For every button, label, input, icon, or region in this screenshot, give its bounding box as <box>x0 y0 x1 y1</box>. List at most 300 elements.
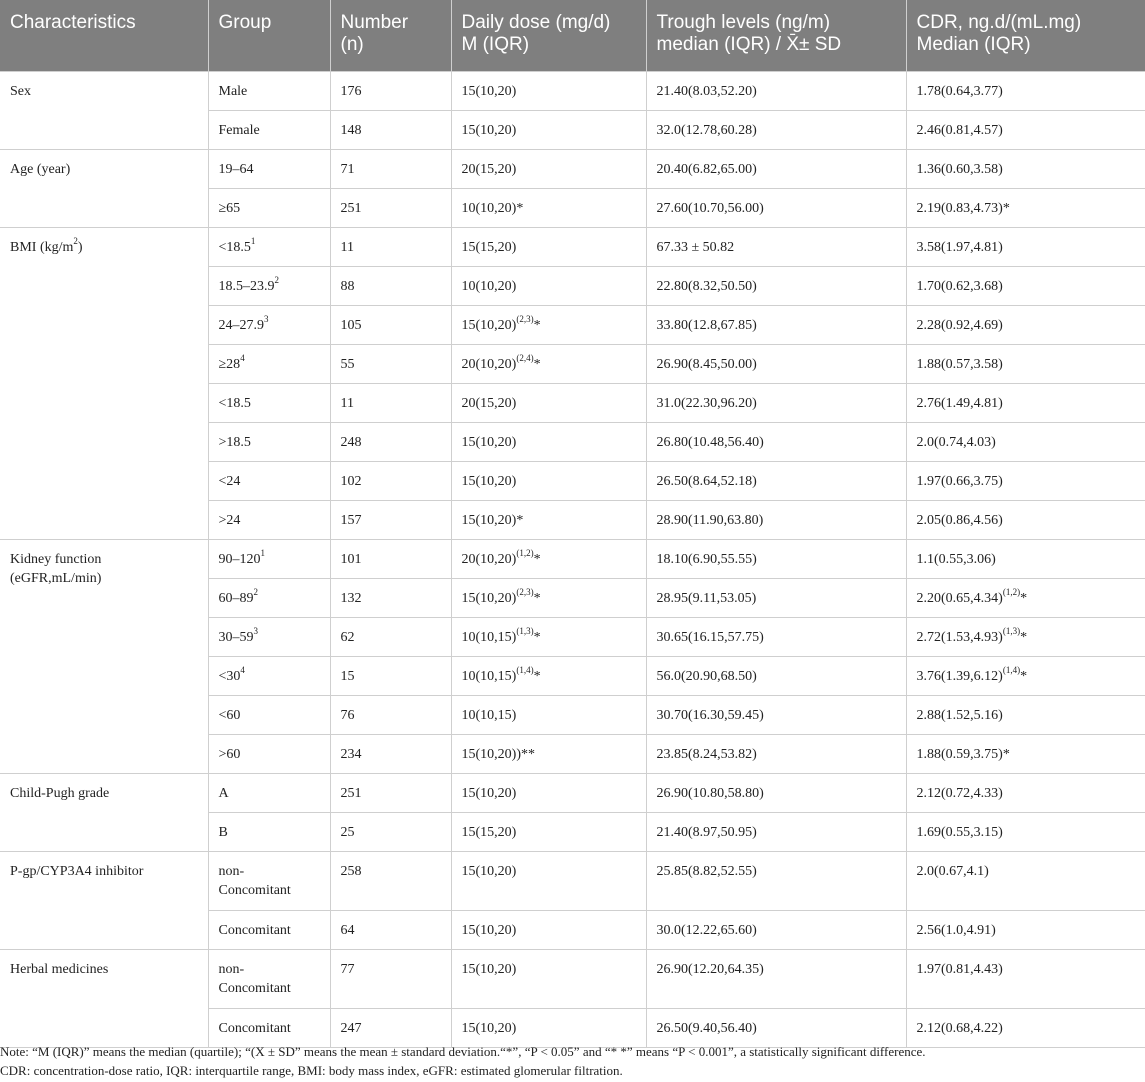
daily-dose-value: 20(10,20) <box>461 356 517 372</box>
trough-level-value: 30.0(12.22,65.60) <box>656 922 757 938</box>
group-superscript: 3 <box>264 313 269 324</box>
table-row <box>0 227 1145 266</box>
group-label: <60 <box>218 707 241 723</box>
group-label: Concomitant <box>218 922 291 938</box>
group-superscript: 4 <box>240 664 245 675</box>
characteristic-cell <box>0 949 208 1047</box>
number-value: 105 <box>340 317 362 333</box>
number-value: 157 <box>340 512 362 528</box>
daily-dose-value: 20(10,20) <box>461 551 517 567</box>
number-value: 11 <box>340 239 354 255</box>
number-cell <box>330 851 451 910</box>
trough-level-cell <box>646 188 906 227</box>
daily-dose-cell <box>451 71 646 110</box>
trough-level-cell <box>646 851 906 910</box>
number-value: 55 <box>340 356 355 372</box>
trough-level-cell <box>646 266 906 305</box>
daily-dose-cell <box>451 617 646 656</box>
trough-level-value: 26.50(9.40,56.40) <box>656 1020 757 1036</box>
cdr-cell <box>906 422 1145 461</box>
daily-dose-cell <box>451 305 646 344</box>
group-cell <box>208 773 330 812</box>
group-label: non- <box>218 863 245 879</box>
note-line-2: CDR: concentration-dose ratio, IQR: interquartile range, BMI: body mass index, eGFR: estimated glomerular filtration. <box>0 1063 623 1078</box>
note-line-1: Note: “M (IQR)” means the median (quartile); “(X ± SD” means the mean ± standard deviation.“*”, “P < 0.05” and “* *” means “P < 0.001”, a statistically significant difference. <box>0 1044 926 1059</box>
cdr-value: 2.20(0.65,4.34) <box>916 590 1003 606</box>
number-value: 176 <box>340 83 362 99</box>
group-cell <box>208 71 330 110</box>
col-number-header <box>330 0 451 71</box>
daily-dose-value: 10(10,20) <box>461 200 517 216</box>
cdr-cell <box>906 617 1145 656</box>
group-label: <18.5 <box>218 239 251 255</box>
cdr-value: 2.76(1.49,4.81) <box>916 395 1003 411</box>
col-cdr-header <box>906 0 1145 71</box>
number-value: 71 <box>340 161 355 177</box>
number-cell <box>330 578 451 617</box>
cdr-comparison-superscript: (1,3) <box>1002 625 1021 636</box>
cdr-cell <box>906 578 1145 617</box>
group-label: ≥28 <box>218 356 241 372</box>
number-cell <box>330 227 451 266</box>
number-cell <box>330 422 451 461</box>
group-superscript: 2 <box>274 274 279 285</box>
trough-level-value: 22.80(8.32,50.50) <box>656 278 757 294</box>
group-cell <box>208 578 330 617</box>
header-line: Group <box>218 12 272 33</box>
number-cell <box>330 461 451 500</box>
number-value: 251 <box>340 200 362 216</box>
daily-dose-cell <box>451 500 646 539</box>
daily-dose-cell <box>451 149 646 188</box>
table-row <box>0 851 1145 910</box>
number-value: 64 <box>340 922 355 938</box>
group-cell <box>208 344 330 383</box>
daily-dose-value: 15(10,20)) <box>461 746 521 762</box>
group-label: 24–27.9 <box>218 317 264 333</box>
group-label: 60–89 <box>218 590 254 606</box>
characteristic-label-end: ) <box>77 239 83 255</box>
group-superscript: 4 <box>240 352 245 363</box>
group-label: non- <box>218 961 245 977</box>
number-cell <box>330 149 451 188</box>
cdr-value: 2.05(0.86,4.56) <box>916 512 1003 528</box>
group-label: B <box>218 824 228 840</box>
group-cell <box>208 656 330 695</box>
cdr-cell <box>906 461 1145 500</box>
table-row <box>0 949 1145 1008</box>
group-cell <box>208 539 330 578</box>
group-label: ≥65 <box>218 200 241 216</box>
header-line: Median (IQR) <box>916 34 1031 55</box>
cdr-significance-mark: * <box>1002 746 1010 762</box>
table-note <box>0 1042 1140 1080</box>
trough-level-cell <box>646 695 906 734</box>
header-line: CDR, ng.d/(mL.mg) <box>916 12 1082 33</box>
header-line: (n) <box>340 34 364 55</box>
trough-level-cell <box>646 71 906 110</box>
dose-significance-mark: * <box>533 590 541 606</box>
cdr-significance-mark: * <box>1002 200 1010 216</box>
number-cell <box>330 773 451 812</box>
table-row <box>0 149 1145 188</box>
number-cell <box>330 656 451 695</box>
dose-significance-mark: ** <box>521 746 535 762</box>
trough-level-cell <box>646 149 906 188</box>
daily-dose-value: 15(10,20) <box>461 1020 517 1036</box>
cdr-value: 2.46(0.81,4.57) <box>916 122 1003 138</box>
characteristic-label: Age (year) <box>10 161 71 177</box>
number-cell <box>330 500 451 539</box>
trough-level-value: 26.90(10.80,58.80) <box>656 785 764 801</box>
characteristic-label: Herbal medicines <box>10 961 109 977</box>
characteristic-cell <box>0 773 208 851</box>
unit-superscript: 2 <box>73 235 78 246</box>
characteristic-cell <box>0 227 208 539</box>
number-cell <box>330 949 451 1008</box>
daily-dose-cell <box>451 422 646 461</box>
table-row <box>0 71 1145 110</box>
trough-level-value: 18.10(6.90,55.55) <box>656 551 757 567</box>
cdr-value: 2.72(1.53,4.93) <box>916 629 1003 645</box>
table-row <box>0 539 1145 578</box>
dose-significance-mark: * <box>533 629 541 645</box>
daily-dose-cell <box>451 812 646 851</box>
daily-dose-value: 15(10,20) <box>461 785 517 801</box>
daily-dose-cell <box>451 695 646 734</box>
group-label: Concomitant <box>218 1020 291 1036</box>
daily-dose-cell <box>451 851 646 910</box>
cdr-value: 1.70(0.62,3.68) <box>916 278 1003 294</box>
characteristic-label: Sex <box>10 83 31 99</box>
header-line: median (IQR) / X̄± SD <box>656 34 842 55</box>
trough-level-value: 28.90(11.90,63.80) <box>656 512 764 528</box>
number-cell <box>330 71 451 110</box>
col-trough-levels-header <box>646 0 906 71</box>
trough-level-value: 26.80(10.48,56.40) <box>656 434 764 450</box>
daily-dose-value: 10(10,15) <box>461 707 517 723</box>
number-value: 11 <box>340 395 354 411</box>
header-line: M (IQR) <box>461 34 530 55</box>
group-cell <box>208 734 330 773</box>
trough-level-value: 21.40(8.97,50.95) <box>656 824 757 840</box>
trough-level-cell <box>646 461 906 500</box>
trough-level-cell <box>646 949 906 1008</box>
cdr-value: 1.78(0.64,3.77) <box>916 83 1003 99</box>
trough-level-value: 26.50(8.64,52.18) <box>656 473 757 489</box>
daily-dose-value: 15(10,20) <box>461 961 517 977</box>
daily-dose-value: 10(10,15) <box>461 629 517 645</box>
cdr-comparison-superscript: (1,4) <box>1002 664 1021 675</box>
cdr-cell <box>906 344 1145 383</box>
trough-level-cell <box>646 812 906 851</box>
trough-level-value: 26.90(12.20,64.35) <box>656 961 764 977</box>
daily-dose-cell <box>451 227 646 266</box>
dose-significance-mark: * <box>533 356 541 372</box>
number-cell <box>330 344 451 383</box>
cdr-cell <box>906 539 1145 578</box>
cdr-value: 1.1(0.55,3.06) <box>916 551 996 567</box>
cdr-cell <box>906 656 1145 695</box>
group-cell <box>208 500 330 539</box>
cdr-value: 1.69(0.55,3.15) <box>916 824 1003 840</box>
group-superscript: 3 <box>253 625 258 636</box>
trough-level-value: 23.85(8.24,53.82) <box>656 746 757 762</box>
cdr-cell <box>906 110 1145 149</box>
group-cell <box>208 227 330 266</box>
number-value: 248 <box>340 434 362 450</box>
dose-significance-mark: * <box>533 317 541 333</box>
trough-level-cell <box>646 500 906 539</box>
cdr-cell <box>906 851 1145 910</box>
cdr-cell <box>906 149 1145 188</box>
daily-dose-cell <box>451 110 646 149</box>
characteristic-cell <box>0 71 208 149</box>
daily-dose-cell <box>451 188 646 227</box>
daily-dose-value: 15(10,20) <box>461 434 517 450</box>
trough-level-cell <box>646 910 906 949</box>
header-line: Trough levels (ng/m) <box>656 12 831 33</box>
group-superscript: 2 <box>253 586 258 597</box>
trough-level-value: 26.90(8.45,50.00) <box>656 356 757 372</box>
table-row <box>0 773 1145 812</box>
number-cell <box>330 266 451 305</box>
number-value: 101 <box>340 551 362 567</box>
characteristic-sublabel: (eGFR,mL/min) <box>10 570 102 586</box>
group-label: >18.5 <box>218 434 251 450</box>
group-cell <box>208 149 330 188</box>
cdr-cell <box>906 71 1145 110</box>
header-row <box>0 0 1145 71</box>
daily-dose-cell <box>451 461 646 500</box>
trough-level-cell <box>646 227 906 266</box>
cdr-value: 2.12(0.68,4.22) <box>916 1020 1003 1036</box>
number-cell <box>330 695 451 734</box>
daily-dose-cell <box>451 949 646 1008</box>
daily-dose-value: 15(15,20) <box>461 239 517 255</box>
cdr-value: 2.12(0.72,4.33) <box>916 785 1003 801</box>
group-cell <box>208 617 330 656</box>
daily-dose-cell <box>451 656 646 695</box>
cdr-value: 3.58(1.97,4.81) <box>916 239 1003 255</box>
number-cell <box>330 305 451 344</box>
number-value: 15 <box>340 668 355 684</box>
trough-level-value: 27.60(10.70,56.00) <box>656 200 764 216</box>
trough-level-value: 31.0(22.30,96.20) <box>656 395 757 411</box>
trough-level-value: 56.0(20.90,68.50) <box>656 668 757 684</box>
daily-dose-value: 15(15,20) <box>461 824 517 840</box>
dose-significance-mark: * <box>533 551 541 567</box>
header-line: Daily dose (mg/d) <box>461 12 611 33</box>
number-value: 247 <box>340 1020 362 1036</box>
daily-dose-cell <box>451 578 646 617</box>
group-cell <box>208 949 330 1008</box>
trough-level-value: 30.65(16.15,57.75) <box>656 629 764 645</box>
number-cell <box>330 110 451 149</box>
number-value: 76 <box>340 707 355 723</box>
group-cell <box>208 383 330 422</box>
number-value: 88 <box>340 278 355 294</box>
daily-dose-value: 15(10,20) <box>461 863 517 879</box>
daily-dose-value: 15(10,20) <box>461 512 517 528</box>
group-label: 18.5–23.9 <box>218 278 275 294</box>
cdr-value: 1.97(0.66,3.75) <box>916 473 1003 489</box>
daily-dose-value: 15(10,20) <box>461 922 517 938</box>
characteristic-label: Child-Pugh grade <box>10 785 110 801</box>
cdr-cell <box>906 695 1145 734</box>
group-label-line2: Concomitant <box>218 980 291 996</box>
group-label: <24 <box>218 473 241 489</box>
daily-dose-cell <box>451 266 646 305</box>
trough-level-cell <box>646 344 906 383</box>
header-line: Characteristics <box>10 12 136 33</box>
cdr-value: 2.0(0.74,4.03) <box>916 434 996 450</box>
group-cell <box>208 910 330 949</box>
daily-dose-value: 10(10,15) <box>461 668 517 684</box>
group-label: 30–59 <box>218 629 254 645</box>
trough-level-value: 25.85(8.82,52.55) <box>656 863 757 879</box>
number-cell <box>330 910 451 949</box>
cdr-value: 1.88(0.59,3.75) <box>916 746 1003 762</box>
trough-level-cell <box>646 617 906 656</box>
number-value: 132 <box>340 590 362 606</box>
number-value: 258 <box>340 863 362 879</box>
col-group-header <box>208 0 330 71</box>
trough-level-value: 20.40(6.82,65.00) <box>656 161 757 177</box>
number-cell <box>330 734 451 773</box>
cdr-value: 2.56(1.0,4.91) <box>916 922 996 938</box>
group-cell <box>208 305 330 344</box>
trough-level-value: 28.95(9.11,53.05) <box>656 590 757 606</box>
group-label: 19–64 <box>218 161 254 177</box>
dose-comparison-superscript: (2,3) <box>516 313 534 324</box>
trough-level-value: 67.33 ± 50.82 <box>656 239 735 255</box>
dose-comparison-superscript: (1,3) <box>516 625 534 636</box>
trough-level-cell <box>646 305 906 344</box>
cdr-value: 2.88(1.52,5.16) <box>916 707 1003 723</box>
characteristic-label: BMI (kg/m <box>10 239 74 255</box>
group-label: 90–120 <box>218 551 261 567</box>
trough-level-value: 30.70(16.30,59.45) <box>656 707 764 723</box>
cdr-comparison-superscript: (1,2) <box>1002 586 1021 597</box>
trough-level-cell <box>646 422 906 461</box>
number-cell <box>330 812 451 851</box>
cdr-value: 2.0(0.67,4.1) <box>916 863 989 879</box>
trough-level-cell <box>646 383 906 422</box>
cdr-significance-mark: * <box>1020 668 1028 684</box>
daily-dose-cell <box>451 910 646 949</box>
group-label: >24 <box>218 512 241 528</box>
group-superscript: 1 <box>250 235 256 246</box>
daily-dose-cell <box>451 539 646 578</box>
daily-dose-cell <box>451 344 646 383</box>
group-cell <box>208 695 330 734</box>
daily-dose-cell <box>451 773 646 812</box>
cdr-cell <box>906 500 1145 539</box>
daily-dose-value: 10(10,20) <box>461 278 517 294</box>
cdr-cell <box>906 188 1145 227</box>
group-cell <box>208 812 330 851</box>
group-label: <30 <box>218 668 241 684</box>
cdr-cell <box>906 305 1145 344</box>
cdr-value: 1.88(0.57,3.58) <box>916 356 1003 372</box>
col-characteristics-header <box>0 0 208 71</box>
number-value: 251 <box>340 785 362 801</box>
cdr-cell <box>906 383 1145 422</box>
dose-comparison-superscript: (2,4) <box>516 352 534 363</box>
daily-dose-value: 15(10,20) <box>461 590 517 606</box>
daily-dose-value: 15(10,20) <box>461 473 517 489</box>
group-cell <box>208 422 330 461</box>
number-value: 234 <box>340 746 362 762</box>
group-cell <box>208 266 330 305</box>
number-value: 102 <box>340 473 362 489</box>
col-daily-dose-header <box>451 0 646 71</box>
daily-dose-cell <box>451 383 646 422</box>
cdr-value: 2.19(0.83,4.73) <box>916 200 1003 216</box>
group-superscript: 1 <box>260 547 265 558</box>
trough-level-value: 21.40(8.03,52.20) <box>656 83 757 99</box>
daily-dose-value: 15(10,20) <box>461 317 517 333</box>
cdr-value: 1.97(0.81,4.43) <box>916 961 1003 977</box>
daily-dose-value: 15(10,20) <box>461 83 517 99</box>
group-label: >60 <box>218 746 241 762</box>
number-cell <box>330 188 451 227</box>
dose-significance-mark: * <box>533 668 541 684</box>
cdr-cell <box>906 910 1145 949</box>
cdr-cell <box>906 812 1145 851</box>
dose-significance-mark: * <box>516 512 524 528</box>
dose-comparison-superscript: (2,3) <box>516 586 534 597</box>
group-label-line2: Concomitant <box>218 882 291 898</box>
number-value: 148 <box>340 122 362 138</box>
cdr-cell <box>906 734 1145 773</box>
characteristic-cell <box>0 149 208 227</box>
group-label: <18.5 <box>218 395 251 411</box>
dose-significance-mark: * <box>516 200 524 216</box>
table-body <box>0 71 1145 1047</box>
number-value: 62 <box>340 629 355 645</box>
cdr-cell <box>906 773 1145 812</box>
cdr-cell <box>906 949 1145 1008</box>
trough-level-cell <box>646 110 906 149</box>
daily-dose-value: 20(15,20) <box>461 395 517 411</box>
group-cell <box>208 851 330 910</box>
cdr-value: 1.36(0.60,3.58) <box>916 161 1003 177</box>
characteristic-cell <box>0 851 208 949</box>
header-line: Number <box>340 12 409 33</box>
cdr-value: 3.76(1.39,6.12) <box>916 668 1003 684</box>
daily-dose-value: 20(15,20) <box>461 161 517 177</box>
group-cell <box>208 110 330 149</box>
number-cell <box>330 383 451 422</box>
number-cell <box>330 617 451 656</box>
cdr-significance-mark: * <box>1020 590 1028 606</box>
number-cell <box>330 539 451 578</box>
daily-dose-value: 15(10,20) <box>461 122 517 138</box>
cdr-cell <box>906 266 1145 305</box>
cdr-cell <box>906 227 1145 266</box>
number-value: 77 <box>340 961 355 977</box>
group-label: Male <box>218 83 248 99</box>
trough-level-cell <box>646 578 906 617</box>
number-value: 25 <box>340 824 355 840</box>
trough-level-cell <box>646 734 906 773</box>
characteristic-label: P-gp/CYP3A4 inhibitor <box>10 863 144 879</box>
trough-level-value: 32.0(12.78,60.28) <box>656 122 757 138</box>
dose-comparison-superscript: (1,4) <box>516 664 534 675</box>
group-label: A <box>218 785 229 801</box>
